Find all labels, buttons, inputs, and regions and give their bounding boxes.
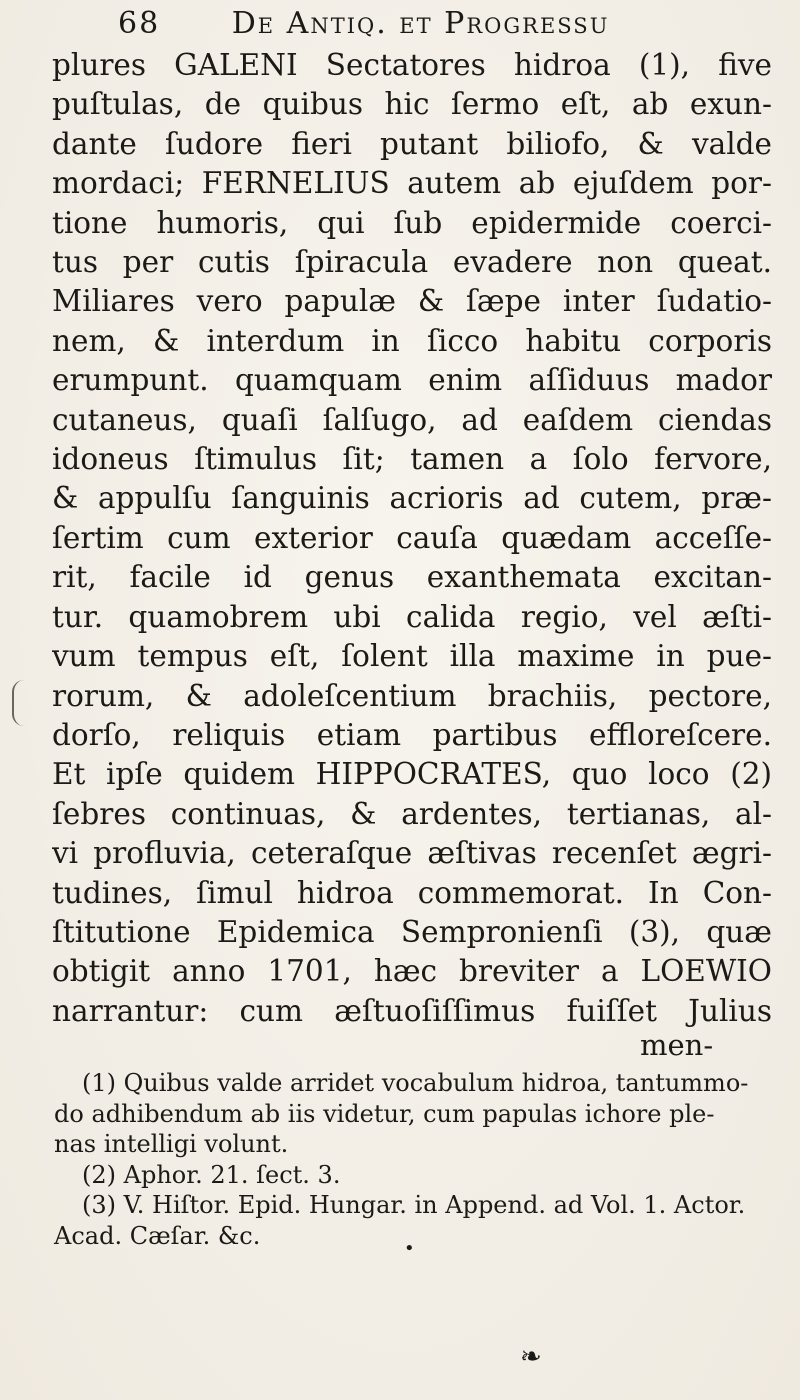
text-line: nem, & interdum in ſicco habitu corporis [52,323,772,358]
text-line: Et ipſe quidem HIPPOCRATES, quo loco (2) [52,757,772,792]
text-line: Miliares vero papulæ & ſæpe inter ſudatio- [52,284,772,319]
footnotes [54,1068,774,1251]
text-line: dorſo, reliquis etiam partibus effloreſcere. [52,717,772,752]
page-number: 68 [118,6,161,41]
footnote-line: do adhibendum ab iis videtur, cum papulas ichore ple- [54,1099,715,1128]
footnote-line: (2) Aphor. 21. ſect. 3. [82,1160,341,1189]
text-line: tudines, ſimul hidroa commemorat. In Con- [52,875,772,910]
main-text [52,46,772,1031]
text-line: vi profluvia, ceteraſque æſtivas recenſet ægri- [52,836,772,871]
margin-bracket [12,680,24,726]
text-line: puſtulas, de quibus hic ſermo eſt, ab exun- [52,87,772,122]
text-line: ſebres continuas, & ardentes, tertianas, al- [52,796,772,831]
footnote-line: (1) Quibus valde arridet vocabulum hidroa, tantummo- [82,1069,749,1097]
text-line: dante ſudore fieri putant biliofo, & valde [52,126,772,161]
text-line: tione humoris, qui ſub epidermide coerci- [52,205,772,240]
text-line: cutaneus, quaſi ſalſugo, ad eaſdem ciendas [52,402,772,437]
text-line: mordaci; FERNELIUS autem ab ejuſdem por- [52,166,772,201]
text-line: idoneus ſtimulus ſit; tamen a ſolo fervore, [52,442,772,477]
text-line: rorum, & adoleſcentium brachiis, pectore, [52,678,772,713]
text-line: vum tempus eſt, ſolent illa maxime in pue- [52,639,772,674]
text-line: ſtitutione Epidemica Sempronienſi (3), quæ [52,914,772,949]
text-line: plures GALENI Sectatores hidroa (1), five [52,48,772,82]
text-line: tus per cutis ſpiracula evadere non queat. [52,245,772,280]
ink-mark: ❧ [520,1342,542,1372]
text-line: obtigit anno 1701, hæc breviter a LOEWIO [52,954,772,989]
running-header [118,6,728,41]
text-line: & appulſu ſanguinis acrioris ad cutem, præ- [52,481,772,516]
text-line: ſertim cum exterior cauſa quædam acceſſe- [52,520,772,555]
running-title: De Antiq. et Progressu [231,6,610,41]
ink-mark: • [404,1238,415,1259]
text-line: rit, facile id genus exanthemata excitan- [52,560,772,595]
text-line: narrantur: cum æſtuoſiſſimus fuiſſet Julius [52,993,772,1028]
text-line: tur. quamobrem ubi calida regio, vel æſti- [52,599,772,634]
catchword: men- [640,1028,714,1062]
text-line: erumpunt. quamquam enim aſſiduus mador [52,363,772,398]
footnote-line: (3) V. Hiſtor. Epid. Hungar. in Append. ad Vol. 1. Actor. [82,1191,746,1219]
footnote-line: nas intelligi volunt. [54,1130,289,1158]
footnote-line: Acad. Cæſar. &c. [54,1221,261,1250]
